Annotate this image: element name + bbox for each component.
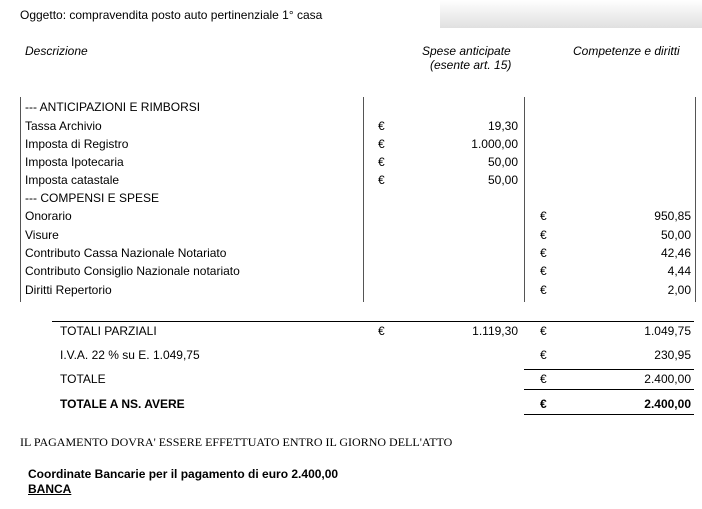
- totals-divider: [52, 321, 694, 322]
- bank-name: BANCA: [28, 482, 72, 496]
- table-row: [0, 137, 702, 155]
- header-description: Descrizione: [25, 44, 88, 58]
- euro-sign: €: [540, 246, 547, 260]
- total-top-line: [524, 369, 694, 370]
- vat-label: I.V.A. 22 % su E. 1.049,75: [60, 348, 200, 362]
- anticipated-value: 50,00: [487, 155, 518, 169]
- vat-row: [0, 348, 702, 366]
- row-label: Onorario: [25, 209, 72, 223]
- total-bottom-line: [524, 389, 694, 390]
- euro-sign: €: [540, 209, 547, 223]
- amount-due-label: TOTALE A NS. AVERE: [60, 397, 185, 411]
- anticipated-value: 50,00: [487, 173, 518, 187]
- total-label: TOTALE: [60, 372, 106, 386]
- euro-sign: €: [540, 372, 547, 386]
- euro-sign: €: [378, 119, 385, 133]
- amount-due-row: [0, 397, 702, 415]
- amount-due-underline: [524, 414, 694, 415]
- partial-totals-row: [0, 324, 702, 342]
- table-row: [0, 228, 702, 246]
- total-row: [0, 372, 702, 390]
- anticipated-value: 19,30: [487, 119, 518, 133]
- fees-value: 4,44: [667, 264, 691, 278]
- table-row: [0, 100, 702, 118]
- bank-coordinates-title: Coordinate Bancarie per il pagamento di euro 2.400,00: [28, 467, 339, 481]
- partial-totals-label: TOTALI PARZIALI: [60, 324, 157, 338]
- euro-sign: €: [540, 264, 547, 278]
- row-label: Contributo Cassa Nazionale Notariato: [25, 246, 227, 260]
- euro-sign: €: [378, 155, 385, 169]
- header-anticipated-note: (esente art. 15): [430, 58, 512, 72]
- euro-sign: €: [540, 228, 547, 242]
- fees-value: 2,00: [667, 283, 691, 297]
- row-label: Imposta catastale: [25, 173, 120, 187]
- euro-sign: €: [378, 173, 385, 187]
- amount-due-value: 2.400,00: [644, 397, 691, 411]
- fees-value: 42,46: [660, 246, 691, 260]
- row-label: Contributo Consiglio Nazionale notariato: [25, 264, 240, 278]
- table-row: [0, 173, 702, 191]
- row-label: Visure: [25, 228, 59, 242]
- total-value: 2.400,00: [644, 372, 691, 386]
- fees-value: 50,00: [660, 228, 691, 242]
- subject-line: [0, 0, 440, 28]
- row-label: Imposta di Registro: [25, 137, 129, 151]
- row-label: Tassa Archivio: [25, 119, 102, 133]
- row-label: Imposta Ipotecaria: [25, 155, 124, 169]
- euro-sign: €: [540, 324, 547, 338]
- vat-value: 230,95: [654, 348, 691, 362]
- euro-sign: €: [540, 397, 547, 411]
- table-row: [0, 155, 702, 173]
- table-row: [0, 191, 702, 209]
- table-row: [0, 119, 702, 137]
- row-label: --- ANTICIPAZIONI E RIMBORSI: [25, 100, 201, 114]
- euro-sign: €: [378, 324, 385, 338]
- subject-text: Oggetto: compravendita posto auto pertinenziale 1° casa: [20, 8, 323, 22]
- fees-value: 950,85: [654, 209, 691, 223]
- header-fees: Competenze e diritti: [573, 44, 680, 58]
- euro-sign: €: [540, 283, 547, 297]
- row-label: Diritti Repertorio: [25, 283, 112, 297]
- anticipated-value: 1.000,00: [471, 137, 518, 151]
- header-anticipated: Spese anticipate: [422, 44, 511, 58]
- partial-total-anticipated: 1.119,30: [472, 324, 518, 338]
- table-row: [0, 264, 702, 282]
- table-row: [0, 246, 702, 264]
- table-row: [0, 209, 702, 227]
- payment-note: IL PAGAMENTO DOVRA' ESSERE EFFETTUATO ENTRO IL GIORNO DELL'ATTO: [20, 435, 453, 449]
- table-row: [0, 283, 702, 301]
- partial-total-fees: 1.049,75: [644, 324, 691, 338]
- euro-sign: €: [540, 348, 547, 362]
- row-label: --- COMPENSI E SPESE: [25, 191, 160, 205]
- euro-sign: €: [378, 137, 385, 151]
